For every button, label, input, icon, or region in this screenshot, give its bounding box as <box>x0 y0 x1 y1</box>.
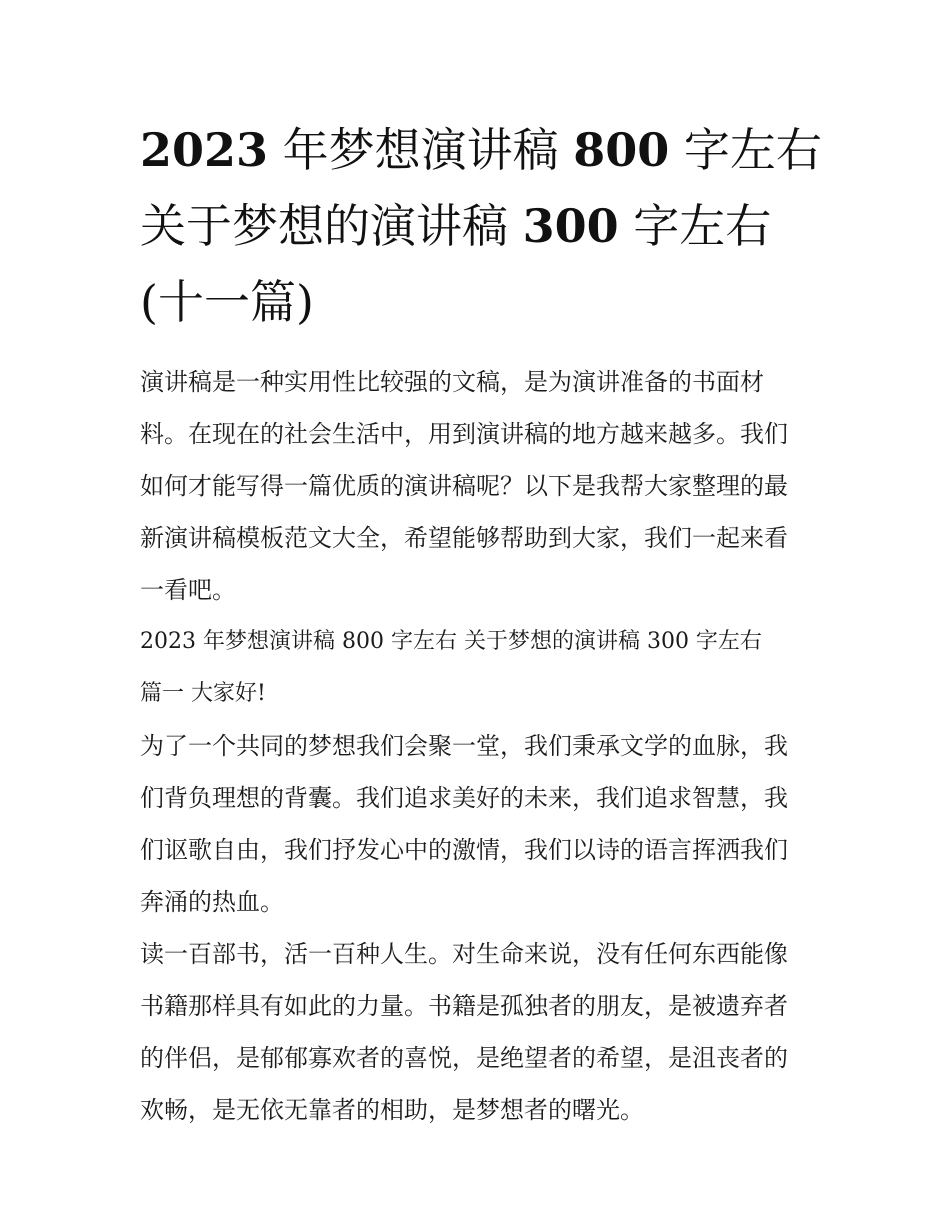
title-text: 字左右 <box>618 199 772 253</box>
title-year: 2023 <box>140 123 269 177</box>
paragraph-line: 料。在现在的社会生活中，用到演讲稿的地方越来越多。我们 <box>140 420 788 448</box>
body-paragraph <box>140 720 830 928</box>
paragraph-line: 的伴侣，是郁郁寡欢者的喜悦，是绝望者的希望，是沮丧者的 <box>140 1044 788 1072</box>
title-line-2 <box>140 188 820 264</box>
paragraph-line: 一看吧。 <box>140 576 236 604</box>
paragraph-line: 奔涌的热血。 <box>140 888 284 916</box>
title-word-count: 800 <box>573 123 670 177</box>
paragraph-line: 读一百部书，活一百种人生。对生命来说，没有任何东西能像 <box>140 940 788 968</box>
document-title <box>140 112 820 340</box>
paragraph-line: 为了一个共同的梦想我们会聚一堂，我们秉承文学的血脉，我 <box>140 732 788 760</box>
body-paragraph <box>140 928 830 1136</box>
paragraph-line: 书籍那样具有如此的力量。书籍是孤独者的朋友，是被遗弃者 <box>140 992 788 1020</box>
paragraph-line: 欢畅，是无依无靠者的相助，是梦想者的曙光。 <box>140 1096 644 1124</box>
paragraph-line: 如何才能写得一篇优质的演讲稿呢？以下是我帮大家整理的最 <box>140 472 788 500</box>
paragraph-line: 们背负理想的背囊。我们追求美好的未来，我们追求智慧，我 <box>140 784 788 812</box>
paragraph-line: 们讴歌自由，我们抒发心中的激情，我们以诗的语言挥洒我们 <box>140 836 788 864</box>
section-heading-line: 2023 年梦想演讲稿 800 字左右 关于梦想的演讲稿 300 字左右 <box>140 629 762 654</box>
intro-paragraph <box>140 356 830 616</box>
title-word-count: 300 <box>522 199 619 253</box>
paragraph-line: 演讲稿是一种实用性比较强的文稿，是为演讲准备的书面材 <box>140 368 764 396</box>
title-text: 年梦想演讲稿 <box>268 123 574 177</box>
title-text: 关于梦想的演讲稿 <box>140 199 523 253</box>
section-heading <box>140 616 830 720</box>
paragraph-line: 新演讲稿模板范文大全，希望能够帮助到大家，我们一起来看 <box>140 524 788 552</box>
section-heading-line: 篇一 大家好! <box>140 681 266 706</box>
title-line-3 <box>140 264 820 340</box>
title-text: (十一篇) <box>140 275 314 329</box>
title-line-1 <box>140 112 820 188</box>
document-body <box>140 356 830 1136</box>
title-text: 字左右 <box>669 123 822 177</box>
